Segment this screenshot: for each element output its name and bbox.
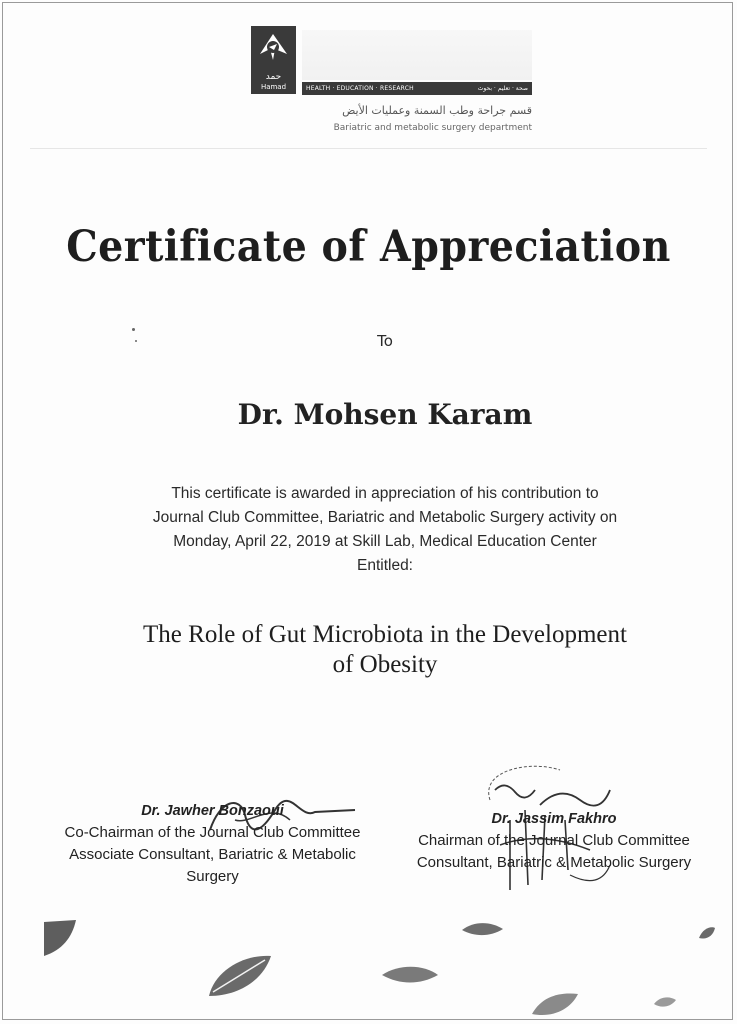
tagline-english: HEALTH · EDUCATION · RESEARCH	[306, 85, 414, 92]
leaf-icon	[42, 918, 82, 958]
award-statement	[100, 482, 670, 578]
signatory-name: Dr. Jassim Fakhro	[491, 811, 617, 827]
hamad-logo	[251, 26, 296, 94]
signatory-right	[392, 808, 716, 874]
leaf-icon	[697, 926, 717, 942]
department-english: Bariatric and metabolic surgery department	[333, 123, 532, 133]
statement-line: Monday, April 22, 2019 at Skill Lab, Medical Education Center	[173, 533, 597, 550]
presentation-topic	[80, 620, 690, 680]
certificate-title: Certificate of Appreciation	[66, 222, 671, 272]
leaf-icon	[205, 950, 275, 1000]
faded-banner	[302, 30, 532, 80]
signatory-role: Consultant, Bariatric & Metabolic Surgery	[416, 854, 692, 871]
topic-line: The Role of Gut Microbiota in the Development	[143, 621, 627, 648]
tagline-strip	[302, 82, 532, 95]
recipient-name: Dr. Mohsen Karam	[237, 398, 533, 431]
to-label: To	[377, 332, 393, 350]
speck	[132, 328, 135, 331]
statement-line: This certificate is awarded in appreciation of his contribution to	[171, 485, 599, 502]
leaf-icon	[652, 994, 678, 1010]
signatory-name: Dr. Jawher Bonzaoui	[141, 803, 284, 819]
logo-arabic-text: حمد	[265, 72, 282, 82]
signatory-role: Associate Consultant, Bariatric & Metabolic	[69, 846, 356, 863]
bird-logo-icon	[257, 32, 290, 62]
signatory-role: Surgery	[186, 868, 239, 885]
letterhead	[0, 0, 737, 150]
leaf-icon	[380, 963, 440, 985]
logo-name: Hamad	[260, 83, 287, 91]
signatory-role: Co-Chairman of the Journal Club Committee	[64, 824, 361, 841]
signatory-left	[40, 800, 385, 888]
statement-line: Journal Club Committee, Bariatric and Metabolic Surgery activity on	[152, 509, 618, 526]
department-arabic: قسم جراحة وطب السمنة وعمليات الأيض	[342, 104, 532, 117]
statement-line: Entitled:	[356, 557, 413, 574]
signatory-role: Chairman of the Journal Club Committee	[418, 832, 690, 849]
leaf-icon	[530, 990, 580, 1018]
topic-line: of Obesity	[332, 651, 438, 678]
header-divider	[30, 148, 707, 149]
tagline-arabic: صحة · تعليم · بحوث	[477, 85, 528, 92]
leaf-icon	[460, 920, 505, 938]
